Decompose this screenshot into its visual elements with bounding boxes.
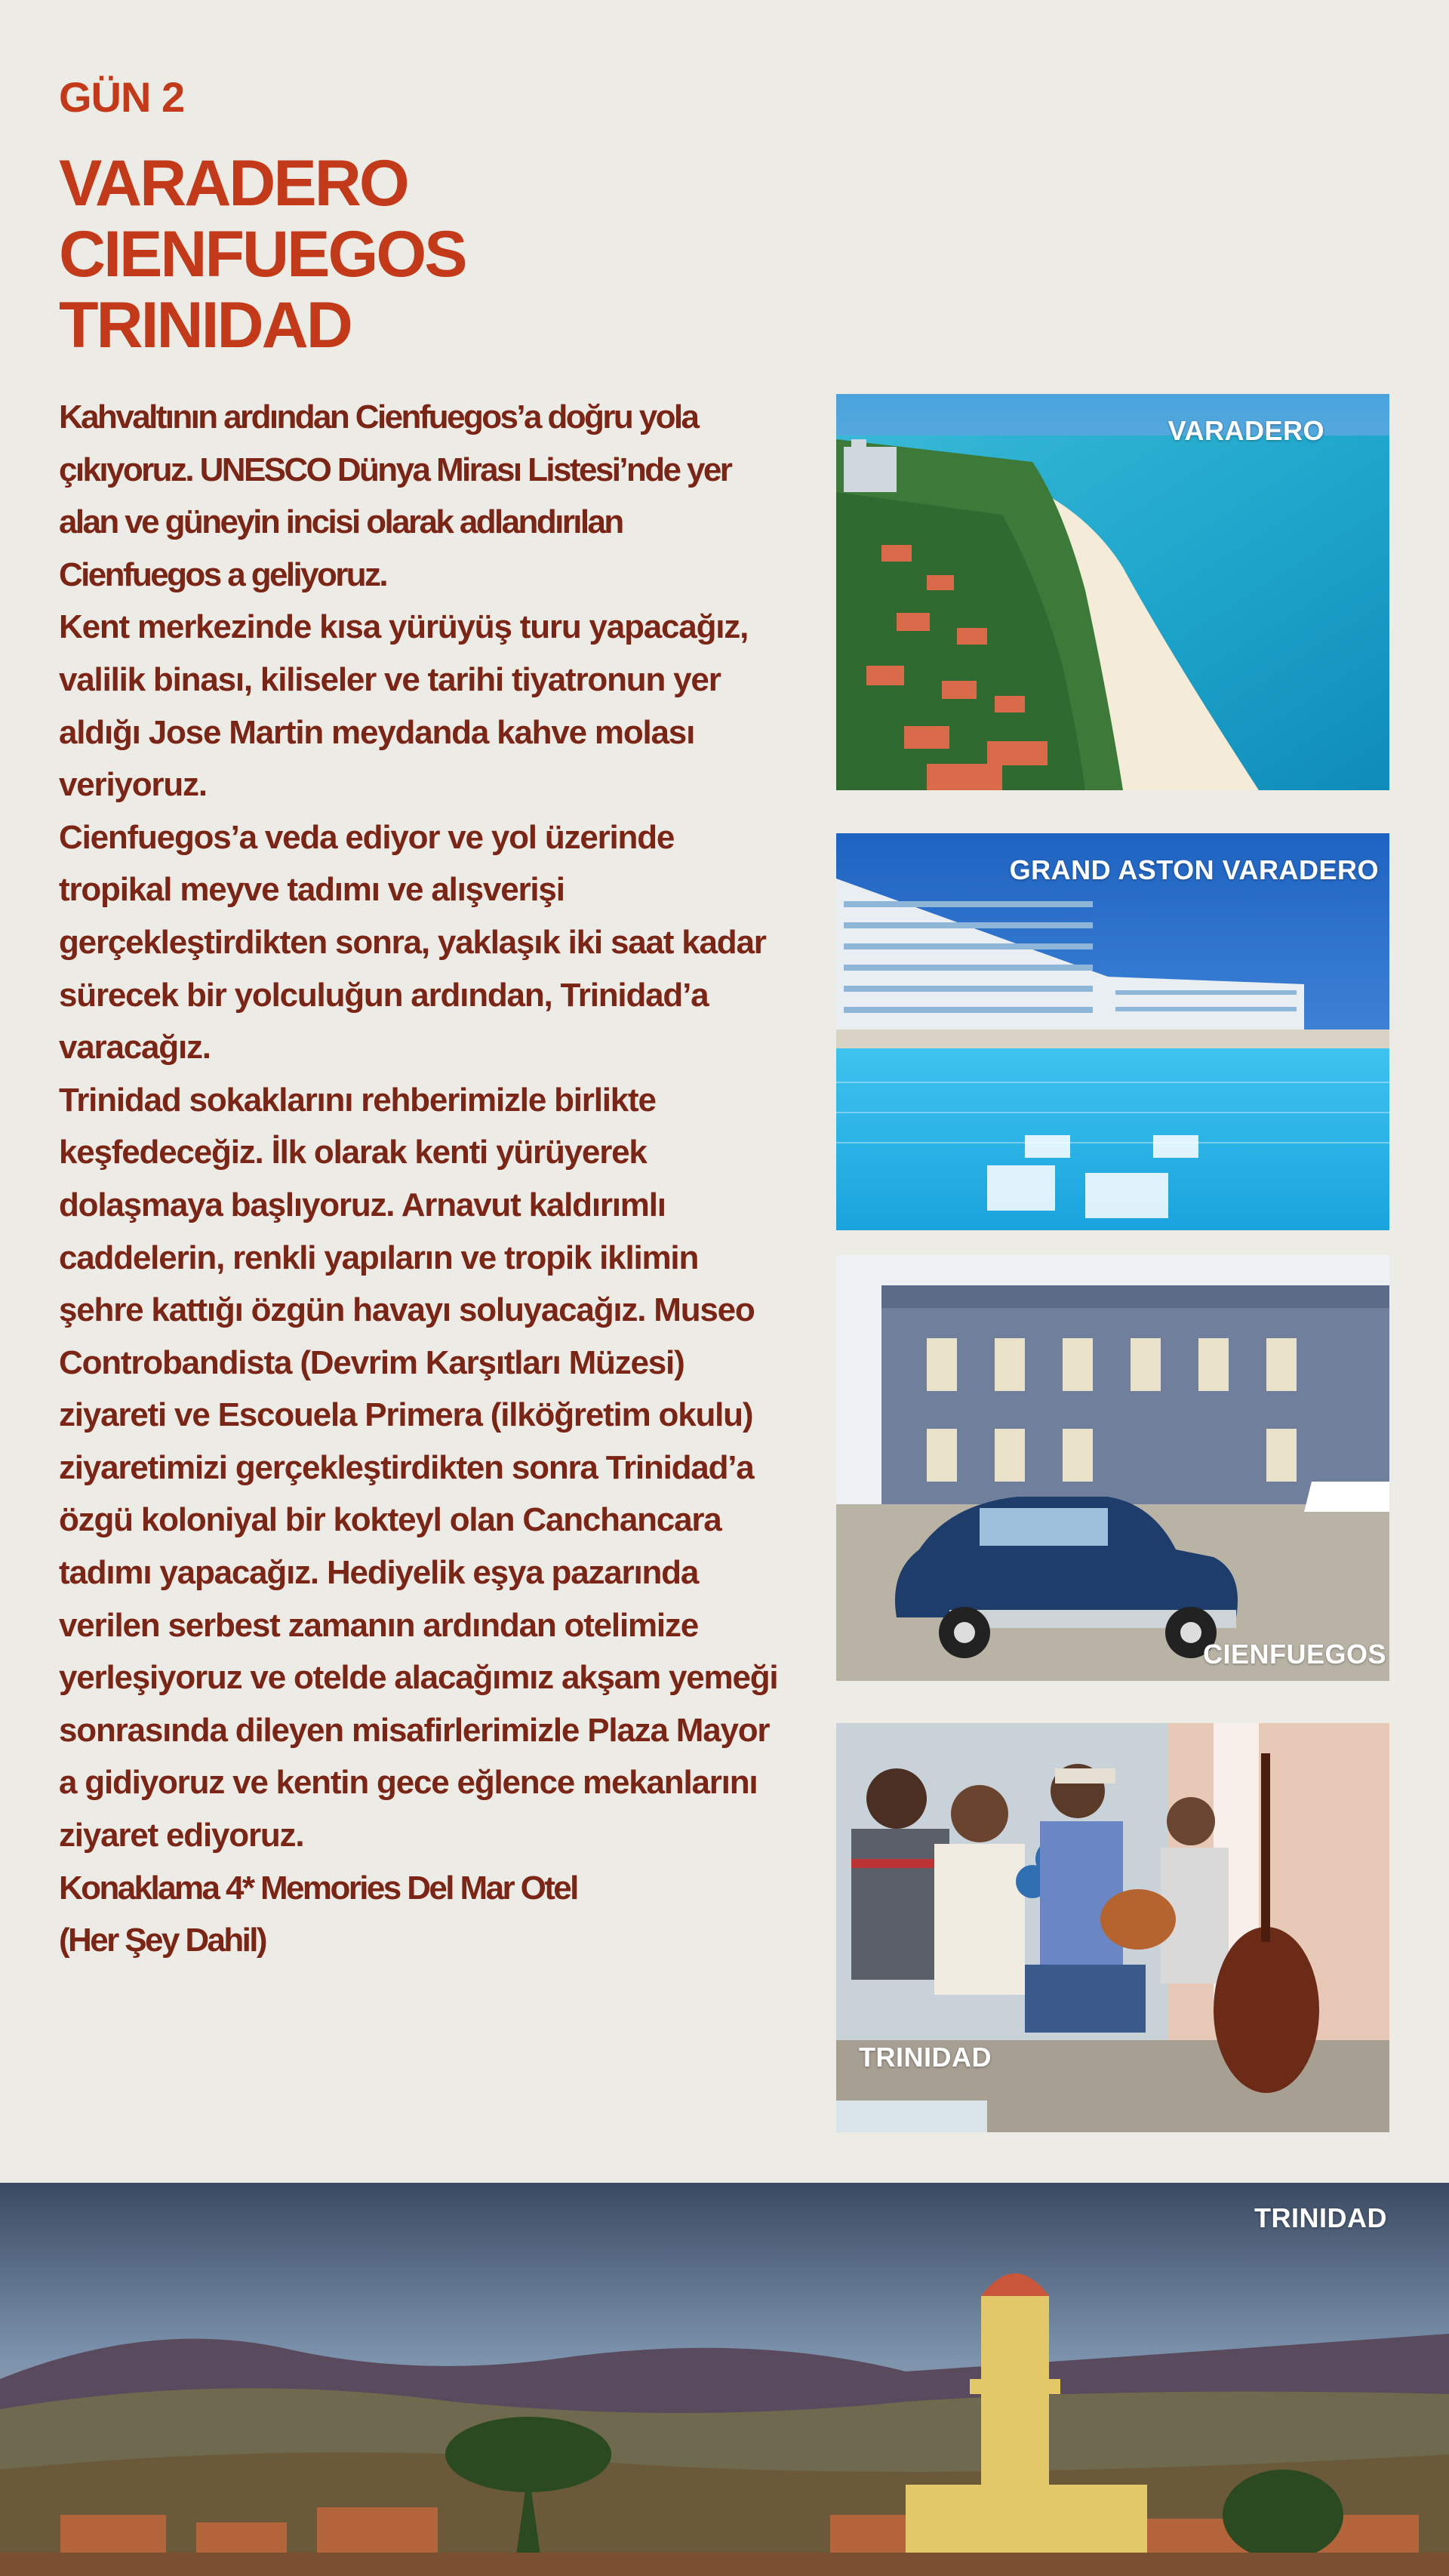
title-line-trinidad: TRINIDAD [59, 289, 351, 362]
varadero-beach-illustration [836, 394, 1389, 790]
accommodation-line: Konaklama 4* Memories Del Mar Otel [59, 1869, 577, 1907]
paragraph-journey: Cienfuegos’a veda ediyor ve yol üzerinde tropikal meyve tadımı ve alışverişi gerçekleştirdikten sonra, yaklaşık iki saat kadar sürecek bir yolculuğun ardından, Trinidad’a varacağız. [59, 818, 766, 1066]
photo-grand-aston [836, 833, 1389, 1230]
paragraph-trinidad: Trinidad sokaklarını rehberimizle birlikte keşfedeceğiz. İlk olarak kenti yürüyerek dolaşmaya başlıyoruz. Arnavut kaldırımlı caddelerin, renkli yapıların ve tropik iklimin şehre kattığı özgün havayı soluyacağız. Museo Controbandista (Devrim Karşıtları Müzesi) ziyareti ve Escouela Primera (ilköğretim okulu) ziyaretimizi gerçekleştirdikten sonra Trinidad’a özgü koloniyal bir kokteyl olan Canchancara tadımı yapacağız. Hediyelik eşya pazarında verilen serbest zamanın ardından otelimize yerleşiyoruz ve otelde alacağımız akşam yemeği sonrasında dileyen misafirlerimizle Plaza Mayor a gidiyoruz ve kentin gece eğlence mekanlarını ziyaret ediyoruz. [59, 1081, 778, 1854]
caption-grand-aston: GRAND ASTON VARADERO [1009, 854, 1379, 885]
cienfuegos-car-illustration [836, 1255, 1389, 1681]
board-line: (Her Şey Dahil) [59, 1922, 266, 1959]
photo-varadero [836, 394, 1389, 790]
trinidad-panorama-illustration [0, 2183, 1449, 2576]
title-line-cienfuegos: CIENFUEGOS [59, 218, 466, 291]
banner-trinidad-panorama [0, 2183, 1449, 2576]
paragraph-city-tour: Kent merkezinde kısa yürüyüş turu yapacağız, valilik binası, kiliseler ve tarihi tiyatronun yer aldığı Jose Martin meydanda kahve molası veriyoruz. [59, 608, 749, 804]
photo-trinidad-musicians [836, 1723, 1389, 2132]
itinerary-text [59, 391, 783, 1967]
caption-cienfuegos: CIENFUEGOS [1202, 1639, 1386, 1670]
photo-cienfuegos [836, 1255, 1389, 1681]
caption-trinidad-musicians: TRINIDAD [859, 2042, 992, 2073]
paragraph-departure: Kahvaltının ardından Cienfuegos’a doğru yola çıkıyoruz. UNESCO Dünya Mirası Listesi’nde yer alan ve güneyin incisi olarak adlandırılan Cienfuegos a geliyoruz. [59, 399, 731, 593]
caption-varadero: VARADERO [1168, 415, 1324, 446]
caption-banner-trinidad: TRINIDAD [1254, 2202, 1387, 2233]
day-label: GÜN 2 [59, 73, 185, 121]
title-line-varadero: VARADERO [59, 147, 408, 220]
page-title [59, 148, 466, 361]
hotel-pool-illustration [836, 833, 1389, 1230]
